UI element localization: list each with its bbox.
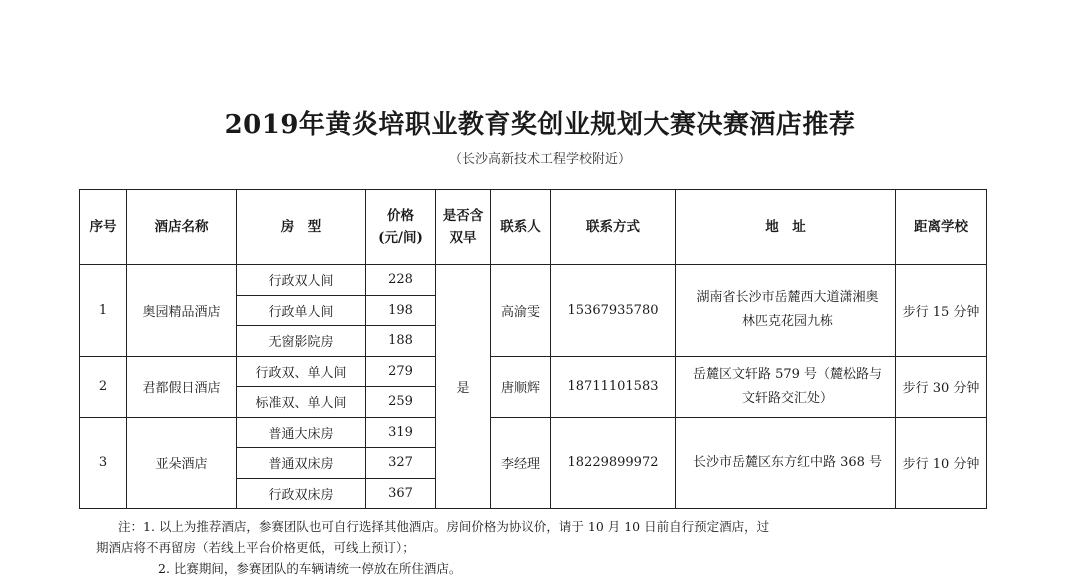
room-price: 279 xyxy=(366,356,436,387)
hotel-phone: 18711101583 xyxy=(551,356,676,417)
hotel-address xyxy=(676,356,896,417)
header-address: 地 址 xyxy=(676,190,896,265)
hotel-contact: 李经理 xyxy=(491,417,551,509)
table-row xyxy=(80,356,987,387)
table-header-row xyxy=(80,190,987,265)
hotel-distance: 步行 15 分钟 xyxy=(896,265,987,357)
note-2: 2. 比赛期间，参赛团队的车辆请统一停放在所住酒店。 xyxy=(158,561,462,576)
hotel-address-line1: 长沙市岳麓区东方红中路 368 号 xyxy=(692,454,883,470)
hotel-name: 亚朵酒店 xyxy=(127,417,237,509)
room-price: 198 xyxy=(366,295,436,326)
room-price: 367 xyxy=(366,478,436,509)
header-breakfast-line1: 是否含 xyxy=(442,208,484,224)
note-1-line1: 注：1. 以上为推荐酒店，参赛团队也可自行选择其他酒店。房间价格为协议价，请于 10 月 10 日前自行预定酒店，过 xyxy=(118,519,770,534)
document-subtitle: （长沙高新技术工程学校附近） xyxy=(448,152,631,167)
hotel-phone: 15367935780 xyxy=(551,265,676,357)
header-breakfast xyxy=(436,190,491,265)
table-row xyxy=(80,417,987,448)
header-distance: 距离学校 xyxy=(896,190,987,265)
room-price: 259 xyxy=(366,387,436,418)
hotel-address-line1: 湖南省长沙市岳麓西大道潇湘奥 xyxy=(696,290,879,306)
header-no: 序号 xyxy=(80,190,127,265)
breakfast-included: 是 xyxy=(436,265,491,509)
room-type: 行政双床房 xyxy=(237,478,366,509)
hotel-no: 2 xyxy=(80,356,127,417)
header-breakfast-line2: 双早 xyxy=(449,230,477,246)
room-price: 228 xyxy=(366,265,436,296)
room-type: 无窗影院房 xyxy=(237,326,366,357)
hotel-distance: 步行 30 分钟 xyxy=(896,356,987,417)
room-price: 188 xyxy=(366,326,436,357)
hotel-address-line2: 林匹克花园九栋 xyxy=(741,314,833,330)
header-hotel-name: 酒店名称 xyxy=(127,190,237,265)
hotel-name: 奥园精品酒店 xyxy=(127,265,237,357)
room-type: 普通大床房 xyxy=(237,417,366,448)
header-phone: 联系方式 xyxy=(551,190,676,265)
hotel-no: 1 xyxy=(80,265,127,357)
hotel-distance: 步行 10 分钟 xyxy=(896,417,987,509)
hotel-address-line1: 岳麓区文轩路 579 号（麓松路与 xyxy=(692,366,883,382)
hotel-contact: 唐顺辉 xyxy=(491,356,551,417)
document-title: 2019年黄炎培职业教育奖创业规划大赛决赛酒店推荐 xyxy=(224,110,856,140)
hotel-name: 君都假日酒店 xyxy=(127,356,237,417)
hotel-table xyxy=(79,189,987,509)
room-type: 行政单人间 xyxy=(237,295,366,326)
table-row xyxy=(80,265,987,296)
hotel-no: 3 xyxy=(80,417,127,509)
room-type: 行政双、单人间 xyxy=(237,356,366,387)
notes-section xyxy=(96,516,978,579)
room-type: 普通双床房 xyxy=(237,448,366,479)
hotel-address xyxy=(676,265,896,357)
header-price xyxy=(366,190,436,265)
room-type: 行政双人间 xyxy=(237,265,366,296)
room-price: 327 xyxy=(366,448,436,479)
header-contact: 联系人 xyxy=(491,190,551,265)
hotel-contact: 高渝雯 xyxy=(491,265,551,357)
hotel-address-line2: 文轩路交汇处） xyxy=(741,390,833,406)
room-type: 标准双、单人间 xyxy=(237,387,366,418)
header-price-line1: 价格 xyxy=(387,208,414,224)
hotel-phone: 18229899972 xyxy=(551,417,676,509)
header-price-line2: (元/间) xyxy=(378,230,423,246)
header-room-type: 房 型 xyxy=(237,190,366,265)
room-price: 319 xyxy=(366,417,436,448)
hotel-address xyxy=(676,417,896,509)
note-1-line2: 期酒店将不再留房（若线上平台价格更低，可线上预订）； xyxy=(96,540,415,555)
